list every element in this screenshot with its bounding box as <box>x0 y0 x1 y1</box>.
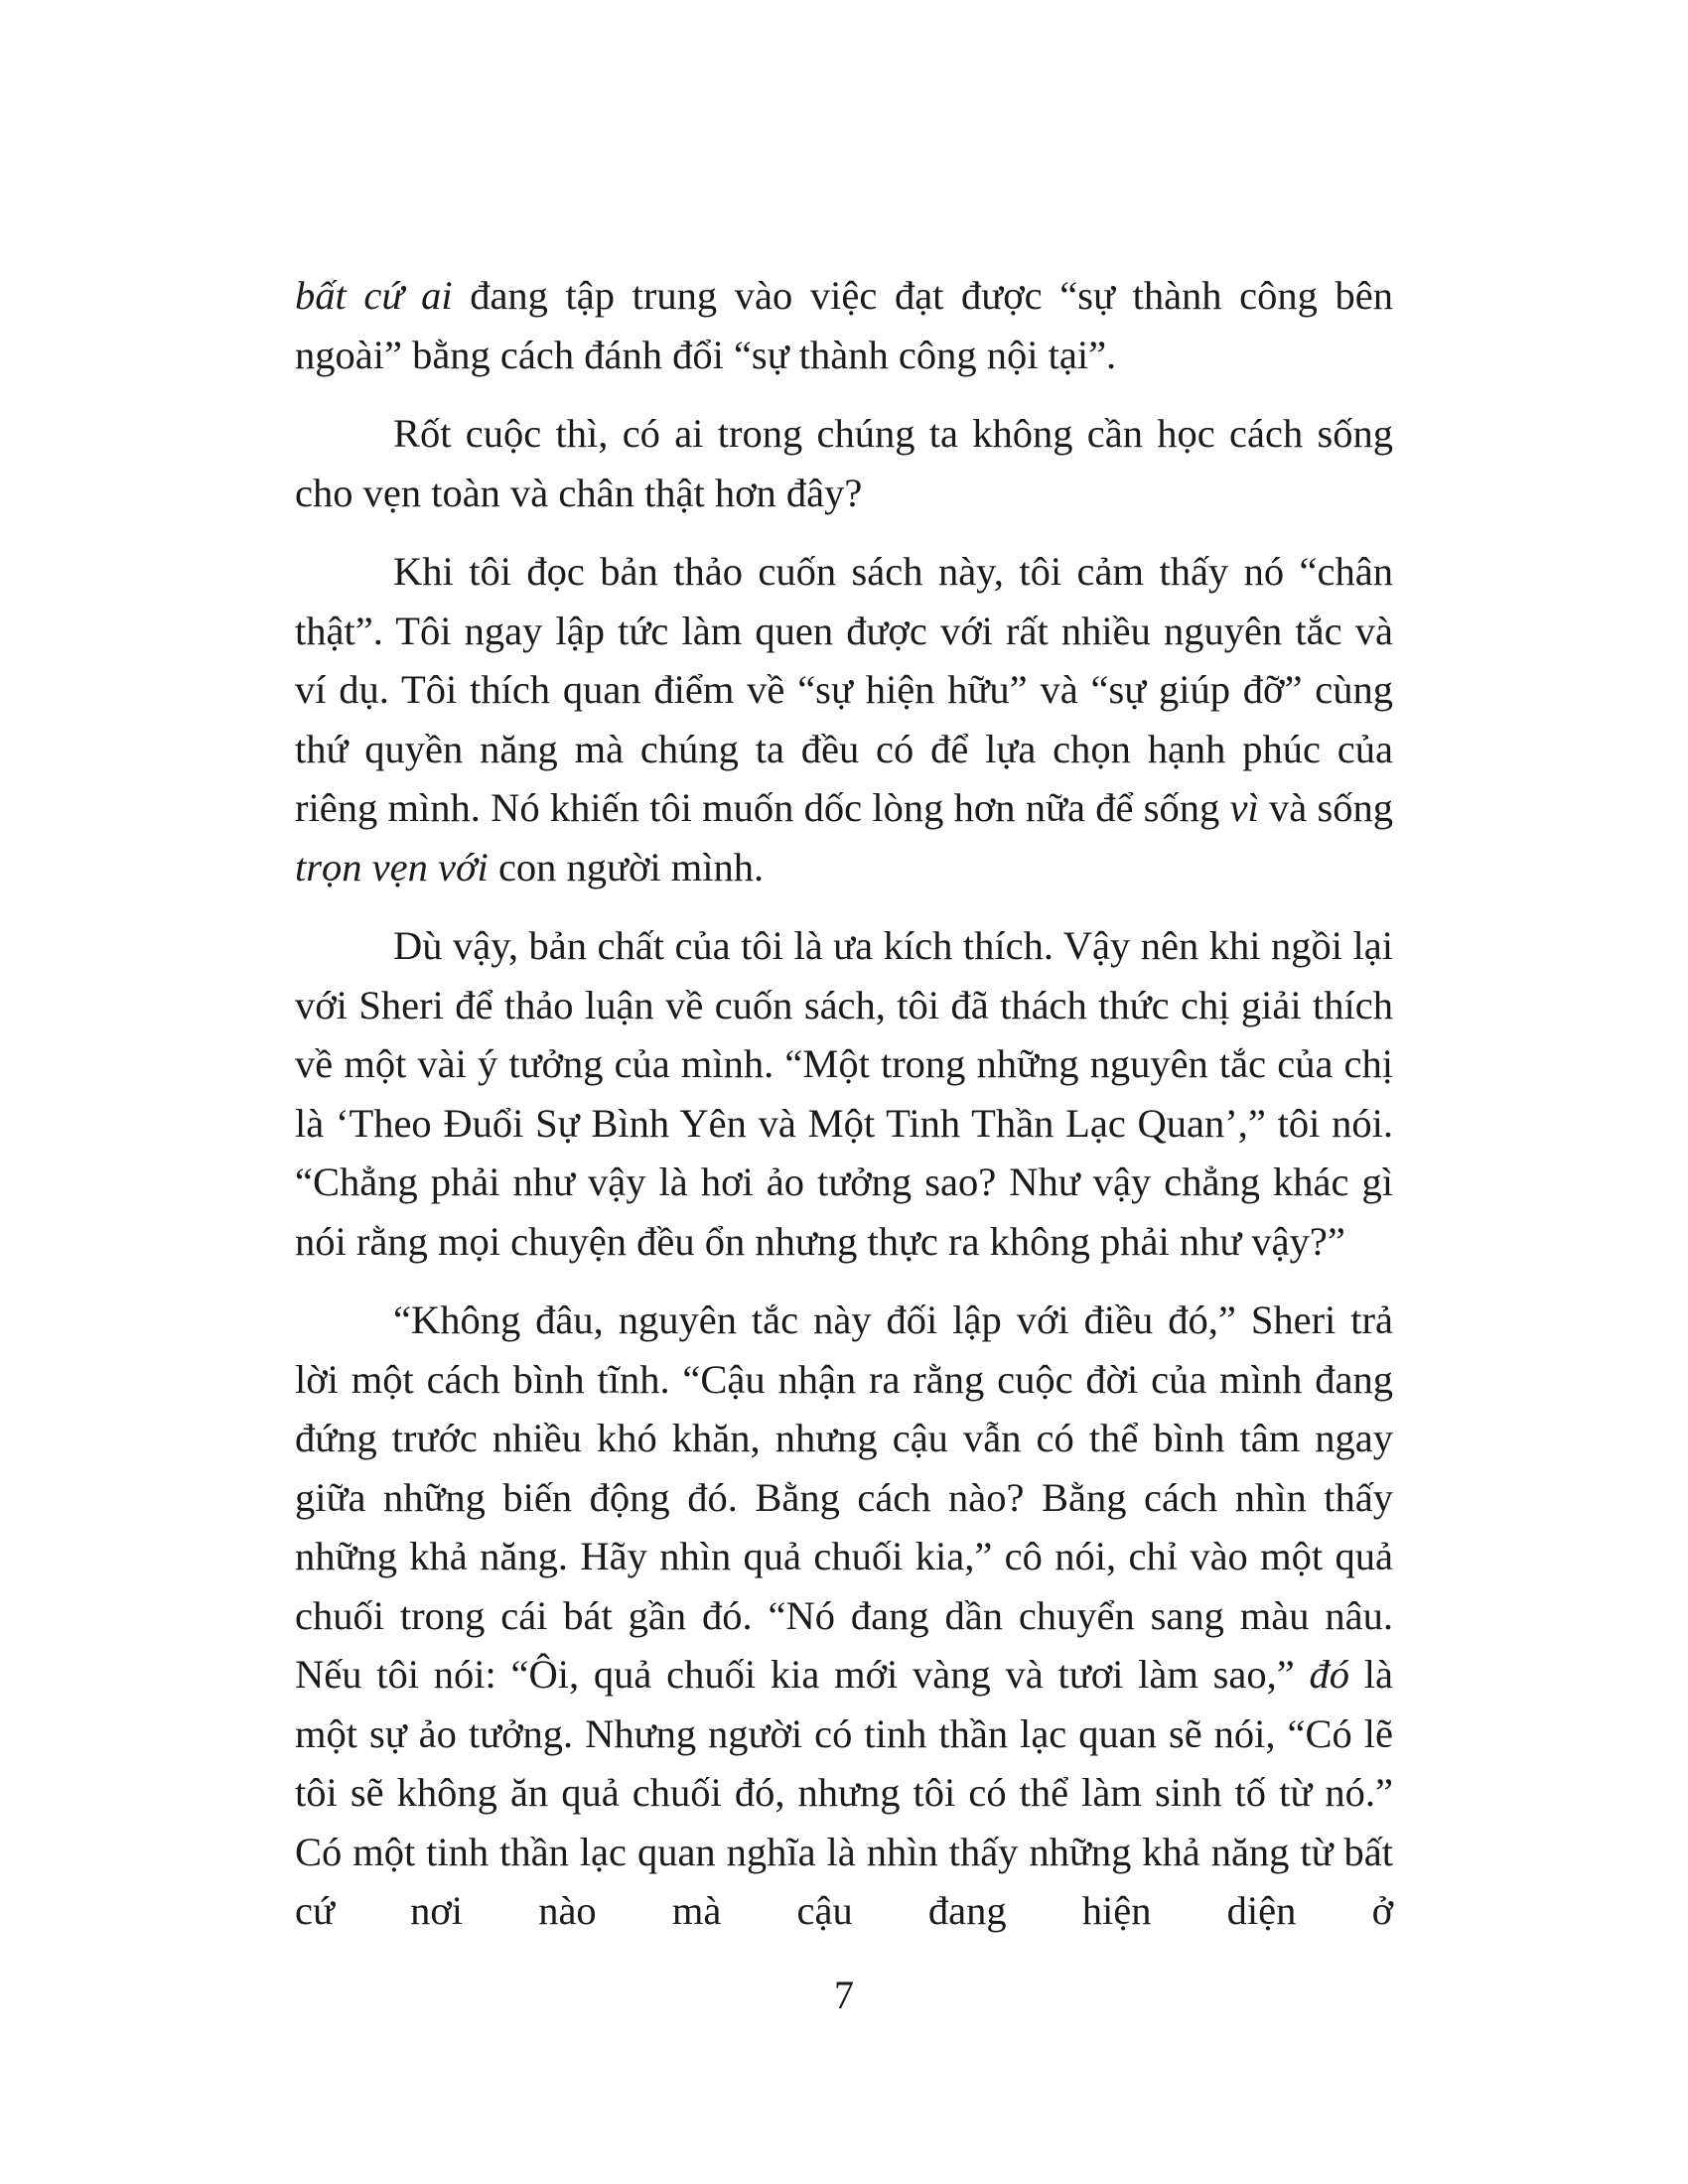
text-run: là một sự ảo tưởng. Nhưng người có tinh thần lạc quan sẽ nói, “Có lẽ tôi sẽ không ăn quả chuối đó, nhưng tôi có thể làm sinh tố từ nó.” Có một tinh thần lạc quan nghĩa là nhìn thấy những khả năng từ bất cứ nơi nào mà cậu đang hiện diện ở <box>295 1652 1394 1933</box>
paragraph-1 <box>295 266 1393 384</box>
text-run: “Không đâu, nguyên tắc này đối lập với điều đó,” Sheri trả lời một cách bình tĩnh. “Cậu nhận ra rằng cuộc đời của mình đang đứng trước nhiều khó khăn, nhưng cậu vẫn có thể bình tâm ngay giữa những biến động đó. Bằng cách nào? Bằng cách nhìn thấy những khả năng. Hãy nhìn quả chuối kia,” cô nói, chỉ vào một quả chuối trong cái bát gần đó. “Nó đang dần chuyển sang màu nâu. Nếu tôi nói: “Ôi, quả chuối kia mới vàng và tươi làm sao,” <box>295 1297 1393 1697</box>
paragraph-5 <box>295 1291 1393 1941</box>
paragraph-4 <box>295 916 1393 1271</box>
text-run: đang tập trung vào việc đạt được “sự thành công bên ngoài” bằng cách đánh đổi “sự thành công nội tại”. <box>295 273 1394 377</box>
page-body <box>295 266 1393 1961</box>
text-run: và sống <box>1258 785 1393 830</box>
text-run: Rốt cuộc thì, có ai trong chúng ta không cần học cách sống cho vẹn toàn và chân thật hơn đây? <box>295 411 1393 515</box>
italic-phrase: bất cứ ai <box>295 273 453 318</box>
page-number: 7 <box>834 1973 854 2017</box>
paragraph-2 <box>295 404 1393 522</box>
italic-word: đó <box>1309 1652 1350 1697</box>
italic-word: vì <box>1229 785 1259 830</box>
italic-phrase: trọn vẹn với <box>295 844 489 889</box>
paragraph-3 <box>295 542 1393 896</box>
text-run: con người mình. <box>488 844 765 889</box>
text-run: Dù vậy, bản chất của tôi là ưa kích thích. Vậy nên khi ngồi lại với Sheri để thảo luận về cuốn sách, tôi đã thách thức chị giải thích về một vài ý tưởng của mình. “Một trong những nguyên tắc của chị là ‘Theo Đuổi Sự Bình Yên và Một Tinh Thần Lạc Quan’,” tôi nói. “Chẳng phải như vậy là hơi ảo tưởng sao? Như vậy chẳng khác gì nói rằng mọi chuyện đều ổn nhưng thực ra không phải như vậy?” <box>295 923 1393 1264</box>
text-run: Khi tôi đọc bản thảo cuốn sách này, tôi cảm thấy nó “chân thật”. Tôi ngay lập tức làm quen được với rất nhiều nguyên tắc và ví dụ. Tôi thích quan điểm về “sự hiện hữu” và “sự giúp đỡ” cùng thứ quyền năng mà chúng ta đều có để lựa chọn hạnh phúc của riêng mình. Nó khiến tôi muốn dốc lòng hơn nữa để sống <box>295 549 1393 830</box>
